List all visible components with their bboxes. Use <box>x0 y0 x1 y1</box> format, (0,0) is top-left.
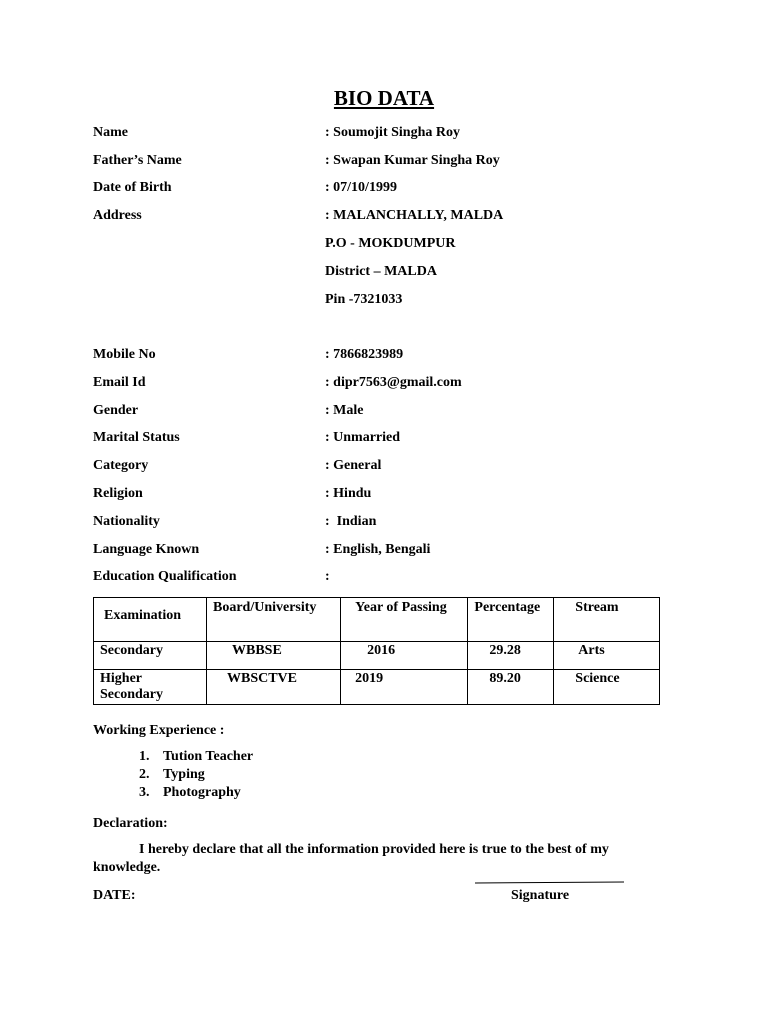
column-header-examination: Examination <box>94 598 207 642</box>
field-row-marital-status <box>93 428 673 448</box>
declaration-text: I hereby declare that all the information provided here is true to the best of my knowledge. <box>93 842 609 875</box>
table-row <box>94 670 660 705</box>
field-row-name <box>93 123 673 143</box>
list-item <box>139 766 253 784</box>
field-value: : English, Bengali <box>325 542 431 557</box>
address-line-district: District – MALDA <box>325 264 437 279</box>
list-item-number: 1. <box>139 749 150 764</box>
field-label: Education Qualification <box>93 569 237 584</box>
field-row-education-qualification <box>93 567 673 587</box>
working-experience-list <box>139 748 253 802</box>
page-title: BIO DATA <box>333 86 435 110</box>
field-label: Address <box>93 208 142 223</box>
address-line-pin: Pin -7321033 <box>325 292 403 307</box>
field-label: Father’s Name <box>93 153 182 168</box>
cell-examination: Secondary <box>94 642 207 670</box>
field-row-fathers-name <box>93 151 673 171</box>
cell-percentage: 89.20 <box>468 670 554 705</box>
field-row-religion <box>93 484 673 504</box>
list-item-text: Typing <box>163 767 205 782</box>
column-header-year-of-passing: Year of Passing <box>341 598 468 642</box>
signature-label: Signature <box>511 888 570 903</box>
field-value: : 07/10/1999 <box>325 180 397 195</box>
cell-percentage: 29.28 <box>468 642 554 670</box>
field-value: : Hindu <box>325 486 372 501</box>
field-row-address <box>93 206 673 226</box>
cell-year: 2016 <box>341 642 468 670</box>
cell-board: WBSCTVE <box>206 670 340 705</box>
field-value: : General <box>325 458 382 473</box>
working-experience-heading: Working Experience : <box>93 723 225 738</box>
table-header-row <box>94 598 660 642</box>
field-label: Language Known <box>93 542 200 557</box>
field-row-mobile <box>93 345 673 365</box>
list-item <box>139 784 253 802</box>
field-label: Name <box>93 125 128 140</box>
field-row-gender <box>93 401 673 421</box>
field-label: Gender <box>93 403 139 418</box>
signature-line <box>475 881 624 883</box>
cell-year: 2019 <box>341 670 468 705</box>
field-label: Mobile No <box>93 347 156 362</box>
address-line-po: P.O - MOKDUMPUR <box>325 236 456 251</box>
list-item-number: 2. <box>139 767 150 782</box>
field-label: Religion <box>93 486 143 501</box>
field-value: : Male <box>325 403 364 418</box>
column-header-percentage: Percentage <box>468 598 554 642</box>
cell-stream: Arts <box>554 642 660 670</box>
field-label: Nationality <box>93 514 160 529</box>
cell-stream: Science <box>554 670 660 705</box>
column-header-stream: Stream <box>554 598 660 642</box>
field-value: : Swapan Kumar Singha Roy <box>325 153 500 168</box>
list-item-text: Photography <box>163 785 241 800</box>
education-table <box>93 597 660 705</box>
list-item-text: Tution Teacher <box>163 749 254 764</box>
date-label: DATE: <box>93 888 136 903</box>
field-value: : Indian <box>325 514 377 529</box>
field-value: : MALANCHALLY, MALDA <box>325 208 504 223</box>
field-row-email <box>93 373 673 393</box>
field-label: Date of Birth <box>93 180 172 195</box>
cell-examination: Higher Secondary <box>94 670 207 705</box>
field-label: Marital Status <box>93 430 180 445</box>
field-row-category <box>93 456 673 476</box>
field-row-language-known <box>93 540 673 560</box>
field-value: : 7866823989 <box>325 347 404 362</box>
field-value: : <box>325 569 330 584</box>
table-row <box>94 642 660 670</box>
field-label: Email Id <box>93 375 146 390</box>
field-row-date-of-birth <box>93 178 673 198</box>
list-item <box>139 748 253 766</box>
declaration-heading: Declaration: <box>93 816 168 831</box>
field-row-nationality <box>93 512 673 532</box>
field-value: : Unmarried <box>325 430 401 445</box>
list-item-number: 3. <box>139 785 150 800</box>
column-header-board-university: Board/University <box>206 598 340 642</box>
field-value: : dipr7563@gmail.com <box>325 375 462 390</box>
cell-board: WBBSE <box>206 642 340 670</box>
field-value: : Soumojit Singha Roy <box>325 125 460 140</box>
field-label: Category <box>93 458 149 473</box>
